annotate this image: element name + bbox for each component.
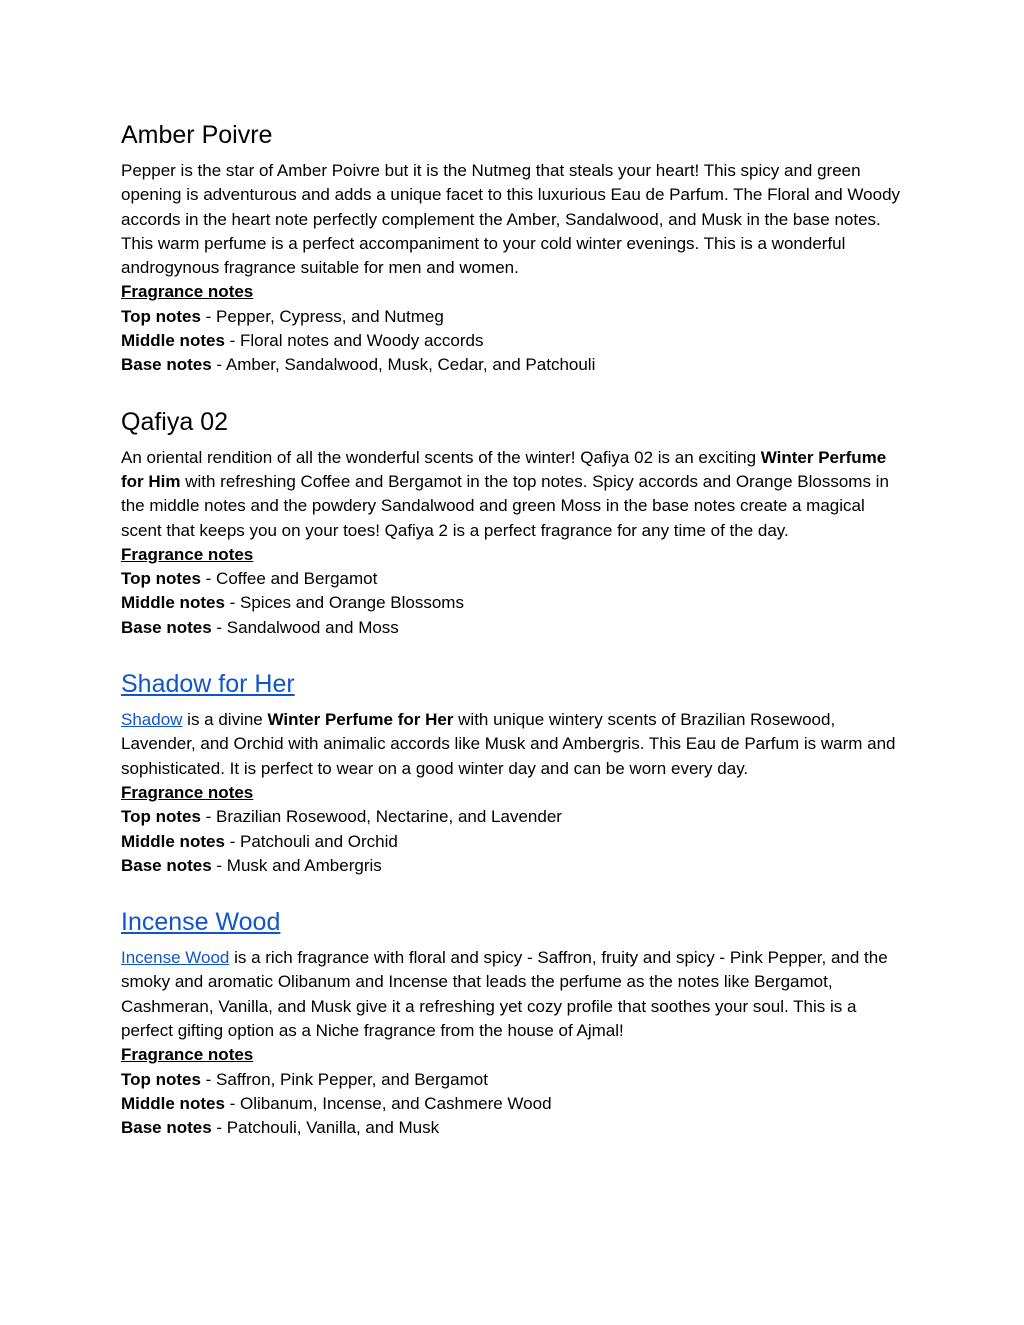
description-text: An oriental rendition of all the wonderful scents of the winter! Qafiya 02 is an exciting	[121, 447, 761, 467]
base-notes-line	[121, 616, 901, 640]
top-notes-label: Top notes	[121, 1069, 201, 1089]
middle-notes-label: Middle notes	[121, 331, 225, 351]
section-title: Qafiya 02	[121, 407, 229, 436]
top-notes-label: Top notes	[121, 306, 201, 326]
section-title: Amber Poivre	[121, 121, 273, 149]
top-notes-value: - Pepper, Cypress, and Nutmeg	[200, 306, 444, 326]
fragrance-notes-heading: Fragrance notes	[121, 544, 254, 564]
middle-notes-value: - Spices and Orange Blossoms	[224, 593, 464, 613]
base-notes-line	[121, 353, 901, 377]
base-notes-label: Base notes	[121, 617, 212, 637]
top-notes-value: - Coffee and Bergamot	[200, 569, 378, 589]
middle-notes-label: Middle notes	[121, 831, 225, 851]
description-text: is a divine	[182, 710, 268, 730]
section-shadow-for-her	[121, 667, 901, 878]
section-title-link[interactable]: Shadow for Her	[121, 670, 295, 699]
base-notes-label: Base notes	[121, 355, 212, 375]
top-notes-value: - Brazilian Rosewood, Nectarine, and Lavender	[200, 807, 562, 827]
section-title-link[interactable]: Incense Wood	[121, 908, 281, 937]
description-text: with refreshing Coffee and Bergamot in the top notes. Spicy accords and Orange Blossoms in the middle notes and the powdery Sandalwood and green Moss in the base notes create a magical scent that keeps you on your toes! Qafiya 2 is a perfect fragrance for any time of the day.	[121, 471, 889, 540]
document-page	[121, 118, 901, 1168]
base-notes-line	[121, 854, 901, 878]
top-notes-line	[121, 567, 901, 591]
top-notes-label: Top notes	[121, 569, 201, 589]
top-notes-line	[121, 805, 901, 829]
section-description	[121, 446, 901, 543]
middle-notes-value: - Patchouli and Orchid	[224, 831, 398, 851]
fragrance-notes-heading: Fragrance notes	[121, 1045, 254, 1065]
product-link[interactable]: Incense Wood	[121, 948, 230, 968]
description-text: with unique wintery scents of Brazilian Rosewood, Lavender, and Orchid with animalic accords like Musk and Ambergris. This Eau de Parfum is warm and sophisticated. It is perfect to wear on a good winter day and can be worn every day.	[121, 710, 896, 778]
middle-notes-line	[121, 830, 901, 854]
top-notes-line	[121, 1068, 901, 1092]
top-notes-value: - Saffron, Pink Pepper, and Bergamot	[200, 1069, 488, 1089]
top-notes-line	[121, 305, 901, 329]
base-notes-value: - Amber, Sandalwood, Musk, Cedar, and Patchouli	[211, 355, 596, 375]
middle-notes-label: Middle notes	[121, 1093, 225, 1113]
middle-notes-label: Middle notes	[121, 593, 225, 613]
middle-notes-value: - Floral notes and Woody accords	[224, 331, 484, 351]
fragrance-notes-heading: Fragrance notes	[121, 782, 254, 802]
section-description	[121, 708, 901, 781]
description-bold-text: Winter Perfume for Him	[121, 447, 887, 491]
section-title	[121, 905, 901, 939]
base-notes-value: - Sandalwood and Moss	[211, 617, 399, 637]
base-notes-line	[121, 1116, 901, 1140]
base-notes-label: Base notes	[121, 855, 212, 875]
top-notes-label: Top notes	[121, 807, 201, 827]
middle-notes-line	[121, 1092, 901, 1116]
section-qafiya-02	[121, 405, 901, 640]
section-description	[121, 946, 901, 1043]
section-description: Pepper is the star of Amber Poivre but it is the Nutmeg that steals your heart! This spicy and green opening is adventurous and adds a unique facet to this luxurious Eau de Parfum. The Floral and Woody accords in the heart note perfectly complement the Amber, Sandalwood, and Musk in the base notes. This warm perfume is a perfect accompaniment to your cold winter evenings. This is a wonderful androgynous fragrance suitable for men and women.	[121, 161, 901, 278]
description-bold-text: Winter Perfume for Her	[267, 710, 454, 730]
middle-notes-line	[121, 591, 901, 615]
description-text: is a rich fragrance with floral and spicy - Saffron, fruity and spicy - Pink Pepper, and the smoky and aromatic Olibanum and Incense that leads the perfume as the notes like Bergamot, Cashmeran, Vanilla, and Musk give it a refreshing yet cozy profile that soothes your soul. This is a perfect gifting option as a Niche fragrance from the house of Ajmal!	[121, 948, 888, 1041]
product-link[interactable]: Shadow	[121, 710, 183, 730]
fragrance-notes-heading: Fragrance notes	[121, 282, 254, 302]
middle-notes-line	[121, 329, 901, 353]
base-notes-label: Base notes	[121, 1118, 212, 1138]
section-title	[121, 667, 901, 701]
section-incense-wood	[121, 905, 901, 1140]
base-notes-value: - Patchouli, Vanilla, and Musk	[211, 1118, 440, 1138]
base-notes-value: - Musk and Ambergris	[211, 855, 382, 875]
middle-notes-value: - Olibanum, Incense, and Cashmere Wood	[224, 1093, 552, 1113]
section-amber-poivre	[121, 118, 901, 378]
